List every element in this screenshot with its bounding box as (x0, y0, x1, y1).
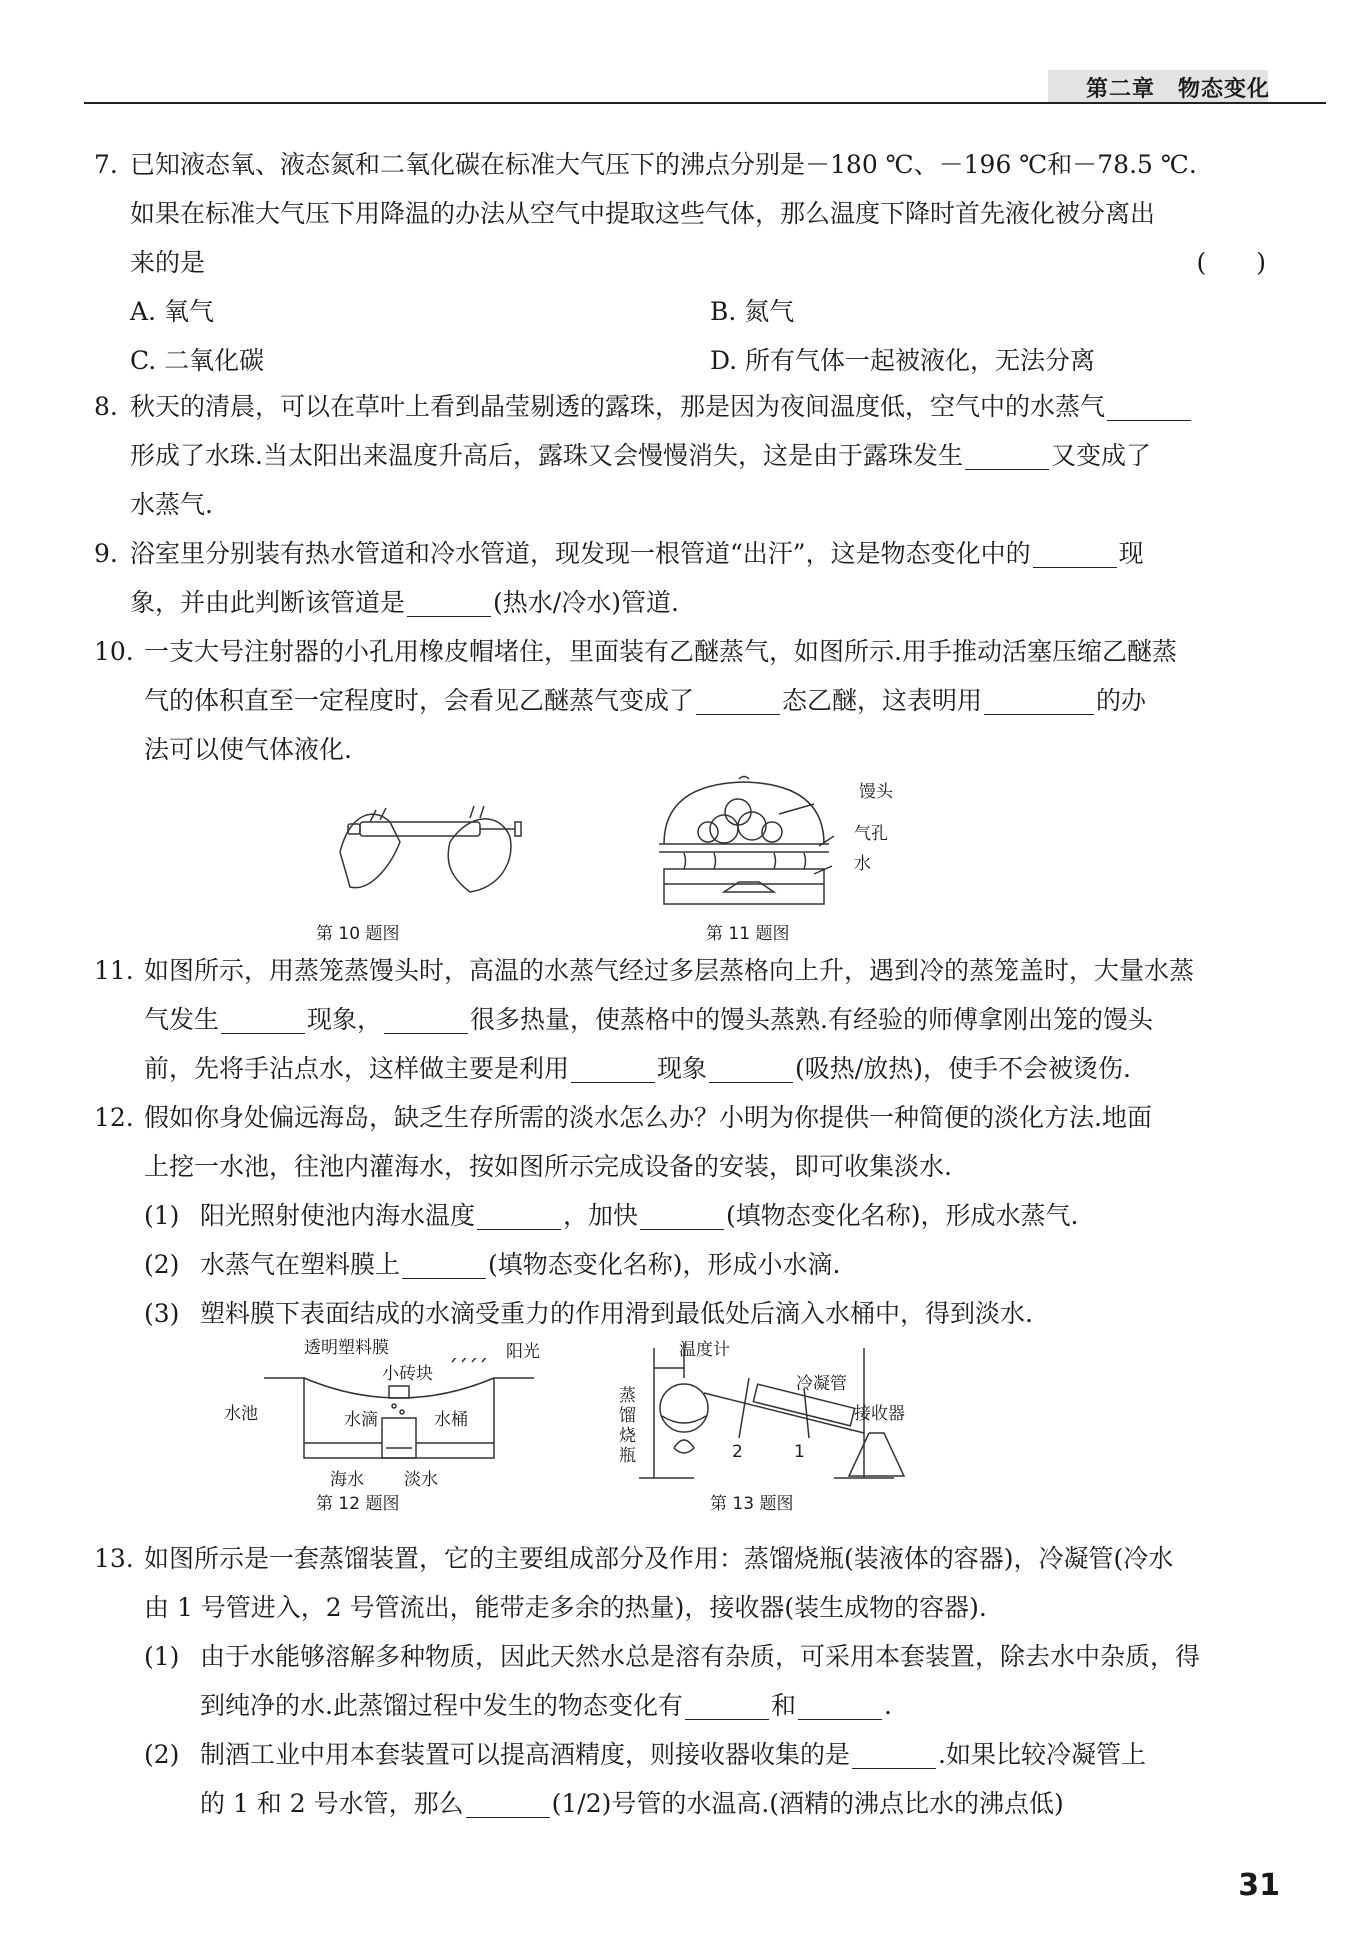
sub-number: (3) (144, 1299, 180, 1328)
option-b: B. 氮气 (710, 297, 795, 326)
label-thermometer: 温度计 (679, 1340, 730, 1360)
question-text: 气发生 (144, 1005, 220, 1034)
question-text: 到纯净的水.此蒸馏过程中发生的物态变化有 (200, 1691, 683, 1720)
question-8 (94, 382, 1274, 529)
sub-question-1 (144, 1191, 1274, 1240)
sub-question-2 (144, 1240, 1274, 1289)
answer-blank (798, 1689, 882, 1720)
answer-blank (696, 684, 780, 715)
label-brick: 小砖块 (382, 1364, 433, 1384)
question-text: ，加快 (563, 1201, 639, 1230)
question-text: 象，并由此判断该管道是 (130, 588, 406, 617)
sub-question-3 (144, 1289, 1274, 1338)
label-condenser: 冷凝管 (796, 1374, 847, 1394)
question-text: 水蒸气. (130, 490, 213, 519)
answer-blank (221, 1003, 305, 1034)
figure-caption: 第 10 题图 (316, 924, 400, 944)
question-text: 由于水能够溶解多种物质，因此天然水总是溶有杂质，可采用本套装置，除去水中杂质，得 (200, 1642, 1201, 1671)
label-qikong: 气孔 (854, 824, 888, 844)
syringe-illustration (330, 782, 530, 902)
question-9 (94, 529, 1274, 627)
answer-blank (407, 586, 491, 617)
answer-blank (1107, 390, 1191, 421)
sub-number: (1) (144, 1642, 180, 1671)
sub-question-1-cont (144, 1681, 1274, 1730)
label-water: 水 (854, 854, 871, 874)
sub-number: (2) (144, 1740, 180, 1769)
answer-blank (852, 1738, 936, 1769)
question-text: 现象， (307, 1005, 383, 1034)
question-text: 上挖一水池，往池内灌海水，按如图所示完成设备的安装，即可收集淡水. (144, 1152, 952, 1181)
question-text: 阳光照射使池内海水温度 (200, 1201, 476, 1230)
options-q7 (94, 287, 1274, 385)
figures-10-11 (94, 774, 1274, 954)
question-text: 现 (1118, 539, 1144, 568)
steamer-illustration (654, 774, 874, 909)
figure-caption: 第 12 题图 (316, 1494, 400, 1514)
question-13 (94, 1534, 1274, 1828)
option-a: A. 氧气 (130, 297, 214, 326)
label-bucket: 水桶 (434, 1410, 468, 1430)
option-d: D. 所有气体一起被液化，无法分离 (710, 346, 1096, 375)
label-pipe-2: 2 (732, 1442, 743, 1462)
option-c: C. 二氧化碳 (130, 346, 265, 375)
question-number: 13. (94, 1544, 134, 1573)
answer-blank (477, 1199, 561, 1230)
question-text: 气的体积直至一定程度时，会看见乙醚蒸气变成了 (144, 686, 695, 715)
question-text: 秋天的清晨，可以在草叶上看到晶莹剔透的露珠，那是因为夜间温度低，空气中的水蒸气 (130, 392, 1106, 421)
label-receiver: 接收器 (854, 1404, 905, 1424)
question-text: 如图所示是一套蒸馏装置，它的主要组成部分及作用：蒸馏烧瓶(装液体的容器)，冷凝管(冷水 (144, 1544, 1174, 1573)
question-text: (热水/冷水)管道. (493, 588, 679, 617)
question-text: (填物态变化名称)，形成小水滴. (488, 1250, 841, 1279)
question-text: 的办 (1096, 686, 1147, 715)
question-text: 的 1 和 2 号水管，那么 (200, 1789, 464, 1818)
question-text: .如果比较冷凝管上 (938, 1740, 1146, 1769)
question-number: 8. (94, 392, 118, 421)
question-text: . (883, 1691, 892, 1720)
page-content (94, 140, 1274, 1828)
answer-blank (965, 439, 1049, 470)
answer-blank (709, 1052, 793, 1083)
question-text: 一支大号注射器的小孔用橡皮帽堵住，里面装有乙醚蒸气，如图所示.用手推动活塞压缩乙醚蒸 (144, 637, 1177, 666)
question-number: 10. (94, 637, 134, 666)
question-text: 又变成了 (1050, 441, 1151, 470)
label-flask: 蒸馏烧瓶 (619, 1386, 636, 1466)
question-text: 前，先将手沾点水，这样做主要是利用 (144, 1054, 570, 1083)
question-11 (94, 946, 1274, 1093)
question-text: 形成了水珠.当太阳出来温度升高后，露珠又会慢慢消失，这是由于露珠发生 (130, 441, 963, 470)
answer-blank (402, 1248, 486, 1279)
question-7 (94, 140, 1274, 287)
label-mantou: 馒头 (859, 782, 893, 802)
sub-number: (1) (144, 1201, 180, 1230)
question-number: 7. (94, 150, 118, 179)
answer-blank (685, 1689, 769, 1720)
question-text: 如图所示，用蒸笼蒸馒头时，高温的水蒸气经过多层蒸格向上升，遇到冷的蒸笼盖时，大量水蒸 (144, 956, 1195, 985)
question-text: 来的是 (130, 248, 206, 277)
question-text: 法可以使气体液化. (144, 735, 352, 764)
question-text: 很多热量，使蒸格中的馒头蒸熟.有经验的师傅拿刚出笼的馒头 (470, 1005, 1153, 1034)
label-film: 透明塑料膜 (304, 1338, 389, 1358)
question-text: 如果在标准大气压下用降温的办法从空气中提取这些气体，那么温度下降时首先液化被分离出 (130, 199, 1156, 228)
question-text: 现象 (657, 1054, 708, 1083)
question-number: 11. (94, 956, 134, 985)
header-rule (84, 102, 1326, 104)
sub-question-2-cont (144, 1779, 1274, 1828)
sub-question-1 (144, 1632, 1274, 1681)
answer-blank (384, 1003, 468, 1034)
answer-paren: ( ) (1196, 248, 1266, 277)
answer-blank (984, 684, 1094, 715)
sub-number: (2) (144, 1250, 180, 1279)
answer-blank (466, 1787, 550, 1818)
question-number: 9. (94, 539, 118, 568)
question-text: 塑料膜下表面结成的水滴受重力的作用滑到最低处后滴入水桶中，得到淡水. (200, 1299, 1033, 1328)
question-text: 假如你身处偏远海岛，缺乏生存所需的淡水怎么办？小明为你提供一种简便的淡化方法.地面 (144, 1103, 1152, 1132)
question-text: 态乙醚，这表明用 (782, 686, 983, 715)
answer-blank (1033, 537, 1117, 568)
question-text: (吸热/放热)，使手不会被烫伤. (795, 1054, 1131, 1083)
question-text: 浴室里分别装有热水管道和冷水管道，现发现一根管道“出汗”，这是物态变化中的 (130, 539, 1031, 568)
figure-caption: 第 11 题图 (706, 924, 790, 944)
sub-question-2 (144, 1730, 1274, 1779)
question-number: 12. (94, 1103, 134, 1132)
question-text: 由 1 号管进入，2 号管流出，能带走多余的热量)，接收器(装生成物的容器). (144, 1593, 987, 1622)
figure-caption: 第 13 题图 (710, 1494, 794, 1514)
figures-12-13 (94, 1338, 1274, 1528)
question-text: (1/2)号管的水温高.(酒精的沸点比水的沸点低) (551, 1789, 1064, 1818)
label-sea: 海水 (330, 1470, 364, 1490)
question-text: 水蒸气在塑料膜上 (200, 1250, 401, 1279)
answer-blank (571, 1052, 655, 1083)
label-sun: 阳光 (506, 1342, 540, 1362)
question-12 (94, 1093, 1274, 1338)
label-fresh: 淡水 (404, 1470, 438, 1490)
label-drop: 水滴 (344, 1410, 378, 1430)
question-text: 和 (770, 1691, 796, 1720)
question-text: 已知液态氧、液态氮和二氧化碳在标准大气压下的沸点分别是－180 ℃、－196 ℃和－78.5 ℃. (130, 150, 1197, 179)
question-10 (94, 627, 1274, 774)
question-text: 制酒工业中用本套装置可以提高酒精度，则接收器收集的是 (200, 1740, 851, 1769)
page-number: 31 (1238, 1868, 1280, 1903)
question-text: (填物态变化名称)，形成水蒸气. (726, 1201, 1079, 1230)
label-pool: 水池 (224, 1404, 258, 1424)
label-pipe-1: 1 (794, 1442, 805, 1462)
chapter-title: 第二章 物态变化 (1085, 77, 1270, 102)
answer-blank (640, 1199, 724, 1230)
